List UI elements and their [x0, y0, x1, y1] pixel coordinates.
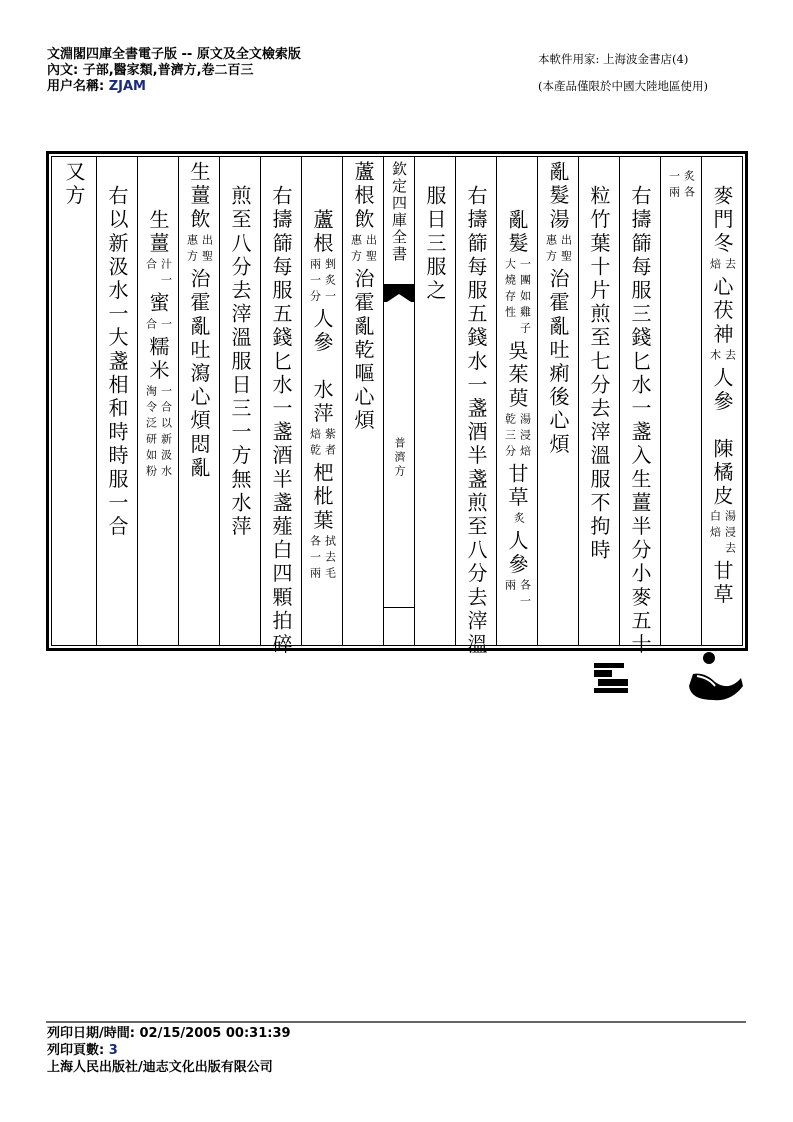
annotation: [504, 579, 531, 611]
text-column: [301, 157, 342, 645]
annotation-right: 出聖: [200, 233, 214, 266]
column-text: [415, 185, 455, 303]
content-label: 內文:: [47, 63, 79, 78]
column-text: [52, 161, 96, 208]
text-columns: [51, 156, 743, 657]
annotation-left: 兩: [503, 579, 517, 596]
annotation-left: 合: [144, 317, 158, 334]
annotation-left: 合: [144, 258, 158, 275]
publisher: 上海人民出版社/迪志文化出版有限公司: [47, 1060, 273, 1075]
annotation: [510, 512, 525, 528]
column-text: [620, 185, 660, 657]
annotation-right: 去: [723, 257, 737, 274]
center-margin-column: [383, 157, 414, 645]
column-text: [138, 209, 178, 483]
main-text: 蘆根: [310, 209, 334, 257]
main-text: 蘆根飲: [351, 161, 375, 232]
text-column: [414, 157, 455, 645]
column-text: [661, 168, 701, 204]
text-column: [537, 157, 578, 645]
annotation: [504, 258, 531, 338]
column-text: [579, 185, 619, 563]
annotation-right: 去: [723, 348, 737, 365]
annotation-left: 惠方: [544, 233, 558, 266]
annotation: [186, 234, 213, 266]
annotation-left: 白焙: [708, 510, 722, 543]
main-text: 心茯神: [710, 275, 734, 347]
text-column: [619, 157, 660, 657]
main-text: 治霍亂吐痢後心煩: [546, 267, 570, 457]
annotation-left: 焙: [708, 257, 722, 274]
annotation: [545, 234, 572, 266]
main-text: 甘草: [710, 560, 734, 608]
column-text: [261, 185, 301, 657]
annotation: [145, 318, 172, 334]
annotation-right: 炙: [512, 512, 526, 529]
annotation-right: 一: [159, 317, 173, 334]
main-text: 治霍亂吐瀉心煩悶亂: [187, 267, 211, 481]
content-path: [47, 63, 254, 79]
licensee: 本軟件用家: 上海波金書店(4): [538, 52, 689, 66]
text-column: [219, 157, 260, 645]
text-column: [578, 157, 619, 645]
main-text: 麥門冬: [710, 185, 734, 256]
print-date-label: 列印日期/時間:: [47, 1026, 135, 1041]
text-column: [660, 157, 701, 645]
annotation-right: 一合以新汲水: [159, 385, 173, 482]
annotation: [668, 170, 695, 202]
print-date: [47, 1026, 291, 1042]
annotation-left: 乾三分: [503, 413, 517, 462]
main-text: 杷枇葉: [310, 462, 334, 534]
annotation-right: 汁一: [159, 258, 173, 291]
book-title: 欽定四庫全書: [390, 161, 408, 263]
text-column: [137, 157, 178, 645]
content-value: 子部,醫家類,普濟方,卷二百三: [82, 63, 254, 78]
footer-divider: [46, 1021, 746, 1023]
annotation-right: 剉炙一: [323, 258, 337, 307]
publisher-logo-icon: [594, 663, 628, 697]
annotation: [145, 385, 172, 481]
page-frame: [46, 151, 748, 657]
annotation: [709, 510, 736, 558]
annotation-left: 兩一分: [308, 258, 322, 307]
column-text: [497, 209, 537, 613]
main-text: 亂髮: [505, 209, 529, 257]
seal-logo-icon: [685, 652, 745, 704]
main-text: 右以新汲水一大盞相和時時服一合: [105, 185, 129, 539]
annotation: [350, 234, 377, 266]
main-text: 煎至八分去滓溫服日三一方無水萍: [228, 185, 252, 539]
annotation-left: 木: [708, 348, 722, 365]
main-text: 右擣篩每服三錢匕水一盞入生薑半分小麥五十: [628, 185, 652, 657]
print-pages: [47, 1043, 118, 1059]
main-text: 甘草: [505, 463, 529, 511]
fishtail-mark-icon: [384, 284, 414, 302]
column-text: [179, 161, 219, 480]
annotation: [309, 258, 336, 306]
text-column: [260, 157, 301, 657]
text-column: [496, 157, 537, 645]
main-text: 服日三服之: [423, 185, 447, 303]
annotation-left: 焙乾: [308, 428, 322, 461]
main-text: 人參: [505, 530, 529, 578]
user-label: 用户名稱:: [47, 79, 105, 94]
annotation-left: 惠方: [349, 233, 363, 266]
section-title: 普濟方: [393, 437, 406, 479]
annotation-left: 淘令泛研如粉: [144, 385, 158, 482]
annotation-right: 紫者: [323, 428, 337, 461]
main-text: 人參 陳橘皮: [710, 366, 734, 509]
column-text: [220, 185, 260, 539]
pages-value: 3: [108, 1043, 118, 1058]
print-date-value: 02/15/2005 00:31:39: [139, 1026, 291, 1041]
main-text: 又方: [62, 161, 86, 209]
main-text: 治霍亂乾嘔心煩: [351, 267, 375, 434]
main-text: 粒竹葉十片煎至七分去滓溫服不拘時: [587, 185, 611, 563]
text-column: [455, 157, 496, 657]
text-column: [701, 157, 742, 645]
user-value: ZJAM: [108, 79, 146, 94]
column-text: [97, 185, 137, 539]
text-column: [96, 157, 137, 645]
pages-label: 列印頁數:: [47, 1043, 105, 1058]
document-title: 文淵閣四庫全書電子版 -- 原文及全文檢索版: [47, 47, 301, 62]
annotation-right: 一團如雞子: [518, 258, 532, 339]
main-text: 右擣篩每服五錢水一盞酒半盞煎至八分去滓溫: [464, 185, 488, 657]
user-name: [47, 79, 146, 95]
annotation-left: 惠方: [185, 233, 199, 266]
main-text: 糯米: [146, 335, 170, 384]
main-text: 吳茱萸: [505, 340, 529, 412]
column-text: [302, 209, 342, 585]
main-text: 右擣篩每服五錢匕水一盞酒半盞薤白四顆拍碎: [269, 185, 293, 657]
column-text: [538, 161, 578, 457]
main-text: 亂髮湯: [546, 161, 570, 232]
annotation-right: 炙各: [682, 170, 696, 203]
column-text: [343, 161, 383, 433]
column-text: [456, 185, 496, 657]
annotation-right: 湯浸焙: [518, 413, 532, 462]
annotation-right: 各一: [518, 579, 532, 612]
column-text: [702, 185, 742, 607]
annotation-right: 出聖: [559, 233, 573, 266]
annotation: [309, 428, 336, 460]
margin-rule: [384, 607, 414, 608]
annotation: [709, 258, 736, 274]
annotation: [309, 535, 336, 583]
main-text: 生薑: [146, 209, 170, 257]
text-column: [52, 157, 96, 645]
annotation-left: 大燒存性: [503, 258, 517, 323]
main-text: 生薑飲: [187, 161, 211, 232]
annotation: [709, 349, 736, 365]
annotation-left: 各一兩: [308, 535, 322, 584]
annotation-right: 出聖: [364, 233, 378, 266]
text-column: [178, 157, 219, 645]
restriction-note: (本產品僅限於中國大陸地區使用): [538, 79, 708, 93]
annotation: [504, 413, 531, 461]
annotation-right: 湯浸去: [723, 510, 737, 559]
annotation-left: 一兩: [667, 170, 681, 203]
main-text: 蜜: [146, 292, 170, 316]
annotation: [145, 258, 172, 290]
annotation-right: 拭去毛: [323, 535, 337, 584]
text-column: [342, 157, 383, 645]
main-text: 人參 水萍: [310, 308, 334, 427]
